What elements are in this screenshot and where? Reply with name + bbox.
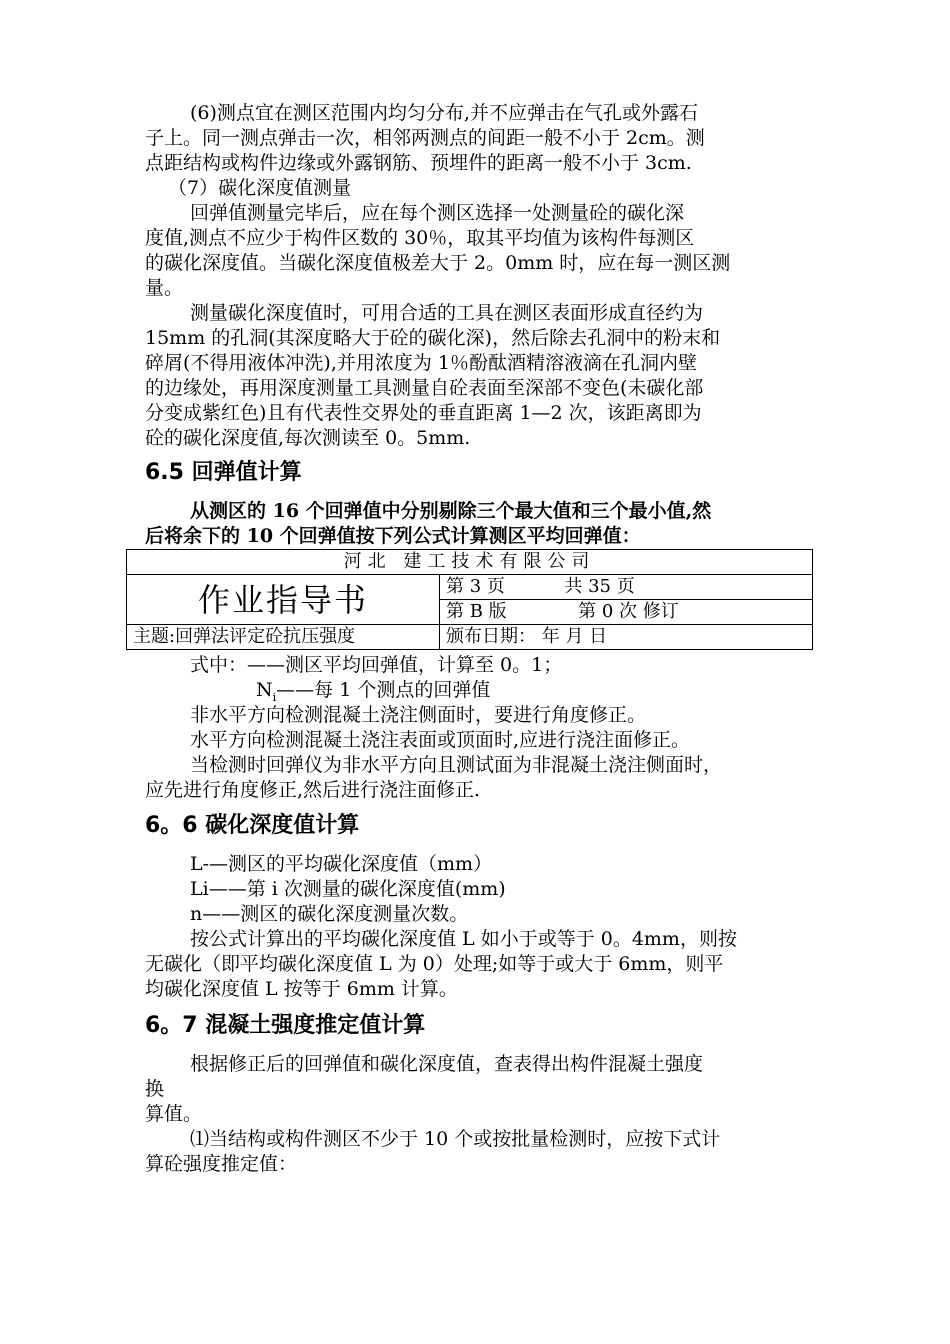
text-line: 后将余下的 10 个回弹值按下列公式计算测区平均回弹值： xyxy=(145,525,641,547)
section-heading-6-7: 6。7 混凝土强度推定值计算 xyxy=(145,1013,426,1038)
text-line: 当检测时回弹仪为非水平方向且测试面为非混凝土浇注侧面时， xyxy=(190,754,723,776)
document-header-table xyxy=(126,549,813,650)
text-line: 15mm 的孔洞(其深度略大于砼的碳化深)，然后除去孔洞中的粉末和 xyxy=(145,327,721,349)
text-line: n——测区的碳化深度测量次数。 xyxy=(190,903,469,925)
text-line: 无碳化（即平均碳化深度值 L 为 0）处理;如等于或大于 6mm，则平 xyxy=(145,953,724,975)
text-line: 根据修正后的回弹值和碳化深度值，查表得出构件混凝土强度 xyxy=(190,1053,704,1075)
text-line: 均碳化深度值 L 按等于 6mm 计算。 xyxy=(145,978,458,1000)
text-line: 应先进行角度修正,然后进行浇注面修正. xyxy=(145,779,481,801)
section-heading-6-6: 6。6 碳化深度值计算 xyxy=(145,813,360,838)
text-line: 从测区的 16 个回弹值中分别剔除三个最大值和三个最小值,然 xyxy=(190,500,712,522)
page-total: 共 35 页 xyxy=(564,576,635,597)
text-line: 算砼强度推定值： xyxy=(145,1153,298,1175)
text-line: L-—测区的平均碳化深度值（mm） xyxy=(190,853,493,875)
text-line: 的碳化深度值。当碳化深度值极差大于 2。0mm 时，应在每一测区测 xyxy=(145,252,731,274)
text-line: 回弹值测量完毕后，应在每个测区选择一处测量砼的碳化深 xyxy=(190,202,685,224)
document-title: 作业指导书 xyxy=(127,575,440,625)
page-number: 第 3 页 xyxy=(446,576,505,597)
text-line: 点距结构或构件边缘或外露钢筋、预埋件的距离一般不小于 3cm. xyxy=(145,152,692,174)
issue-date: 颁布日期： 年 月 日 xyxy=(440,625,813,650)
text-line: 算值。 xyxy=(145,1103,203,1125)
text-line: 式中：——测区平均回弹值，计算至 0。1； xyxy=(190,654,563,676)
text-line: (6)测点宜在测区范围内均匀分布,并不应弹击在气孔或外露石 xyxy=(190,102,698,124)
text-line: ⑴当结构或构件测区不少于 10 个或按批量检测时，应按下式计 xyxy=(190,1128,721,1150)
version-info xyxy=(440,600,813,625)
subsection-title: （7）碳化深度值测量 xyxy=(168,177,352,199)
revision: 第 0 次 修订 xyxy=(578,601,679,622)
text-line: 测量碳化深度值时，可用合适的工具在测区表面形成直径约为 xyxy=(190,302,704,324)
text-line: 换 xyxy=(145,1078,165,1100)
text-line: 按公式计算出的平均碳化深度值 L 如小于或等于 0。4mm，则按 xyxy=(190,928,737,950)
text-line: 砼的碳化深度值,每次测读至 0。5mm. xyxy=(145,427,471,449)
text-line: 碎屑(不得用液体冲洗),并用浓度为 1％酚酞酒精溶液滴在孔洞内壁 xyxy=(145,352,697,374)
text-line: 水平方向检测混凝土浇注表面或顶面时,应进行浇注面修正。 xyxy=(190,729,691,751)
symbol-desc: ——每 1 个测点的回弹值 xyxy=(276,679,491,701)
text-line: 分变成紫红色)且有代表性交界处的垂直距离 1—2 次，该距离即为 xyxy=(145,402,702,424)
text-line: 度值,测点不应少于构件区数的 30％，取其平均值为该构件每测区 xyxy=(145,227,695,249)
symbol-n: N xyxy=(256,679,273,701)
text-line: 子上。同一测点弹击一次，相邻两测点的间距一般不小于 2cm。测 xyxy=(145,127,705,149)
text-line: 非水平方向检测混凝土浇注侧面时，要进行角度修正。 xyxy=(190,704,647,726)
symbol-subscript: i xyxy=(272,690,277,704)
company-name: 河北 建工技术有限公司 xyxy=(127,550,813,575)
page-info xyxy=(440,575,813,600)
section-heading-6-5: 6.5 回弹值计算 xyxy=(145,460,302,485)
text-line: 量。 xyxy=(145,277,184,299)
text-line: 的边缘处，再用深度测量工具测量自砼表面至深部不变色(未碳化部 xyxy=(145,377,704,399)
document-subject: 主题:回弹法评定砼抗压强度 xyxy=(127,625,440,650)
version: 第 B 版 xyxy=(446,601,507,622)
text-line: Li——第 i 次测量的碳化深度值(mm) xyxy=(190,878,506,900)
